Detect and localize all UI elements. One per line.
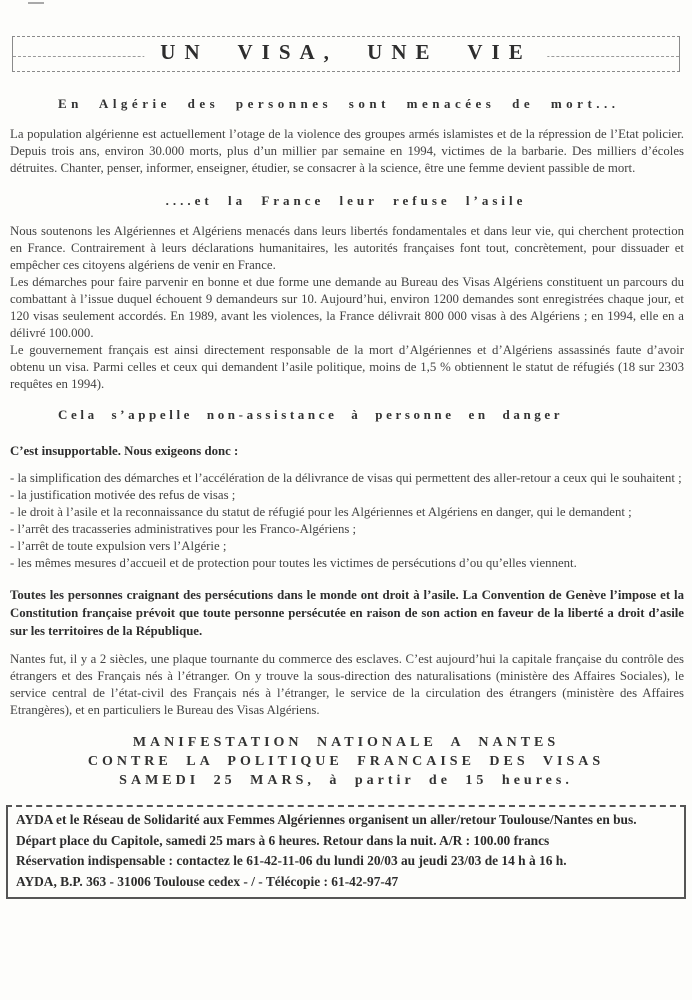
manifestation-announcement [0, 733, 692, 790]
heading-france-refuse-asile: ....et la France leur refuse l’asile [165, 193, 527, 208]
ayda-info-box [6, 805, 686, 899]
block-demarches [0, 223, 692, 393]
demands-intro: C’est insupportable. Nous exigeons donc : [10, 444, 239, 458]
title-box [12, 36, 680, 72]
demand-item-expulsion: - l’arrêt de toute expulsion vers l’Algérie ; [10, 539, 227, 553]
page-title: UN VISA, UNE VIE [144, 40, 547, 65]
paragraph-gouvernement-responsable: Le gouvernement français est ainsi directement responsable de la mort d’Algériennes et d’Algériens assassinés faute d’avoir obtenu un visa. Parmi celles et ceux qui demandent l’asile politique, moins de 1,5 % obtiennent le statut de réfugiés (18 sur 2303 requêtes en 1994). [10, 343, 684, 391]
demand-item-simplification: - la simplification des démarches et l’accélération de la délivrance de visas qui permettent des aller-retour a ceux qui le souhaitent ; [10, 471, 682, 485]
paragraph-nous-soutenons: Nous soutenons les Algériennes et Algériens menacés dans leurs libertés fondamentales et dans leur vie, qui cherchent protection en France. Contrairement à leurs déclarations humanitaires, les autorités françaises font tout, concrètement, pour dissuader et empêcher ces citoyens algériens de venir en France. [10, 224, 684, 272]
ayda-address-line: AYDA, B.P. 363 - 31006 Toulouse cedex - / - Télécopie : 61-42-97-47 [16, 873, 399, 889]
demand-item-mesures-accueil: - les mêmes mesures d’accueil et de protection pour toutes les victimes de persécutions d’ou qu’elles viennent. [10, 556, 577, 570]
paragraph-nantes: Nantes fut, il y a 2 siècles, une plaque tournante du commerce des esclaves. C’est aujourd’hui la capitale française du contrôle des étrangers et des Français nés à l’étranger. On y trouve la sous-direction des naturalisations (ministère des Affaires Sociales), le service central de l’état-civil des Français nés à l’étranger, le service de la circulation des étrangers (ministère des Affaires Etrangères), et en particuliers le Bureau des Visas Algériens. [10, 652, 684, 717]
demands-list [0, 470, 692, 572]
paragraph-demarches-visas: Les démarches pour faire parvenir en bonne et due forme une demande au Bureau des Visas Algériens constituent un parcours du combattant à l’issue duquel échouent 9 demandeurs sur 10. Aujourd’hui, environ 1200 demandes sont enregistrées chaque jour, et 120 visas seulement accordés. En 1989, avant les violences, la France délivrait 800 000 visas à des Algériens ; en 1994, elle en a délivré 100.000. [10, 275, 684, 340]
announcement-line-1: MANIFESTATION NATIONALE A NANTES [132, 735, 560, 750]
heading-non-assistance: Cela s’appelle non-assistance à personne en danger [58, 407, 564, 422]
paragraph-population-algerienne: La population algérienne est actuellement l’otage de la violence des groupes armés islamistes et de la répression de l’Etat policier. Depuis trois ans, environ 30.000 morts, plus d’un millier par semaine en 1994, victimes de la barbarie. Des milliers d’écoles détruites. Chanter, penser, informer, enseigner, étudier, se consacrer à la science, être une femme devient passible de mort. [10, 127, 684, 175]
demand-item-tracasseries: - l’arrêt des tracasseries administratives pour les Franco-Algériens ; [10, 522, 357, 536]
ayda-reservation-line: Réservation indispensable : contactez le 61-42-11-06 du lundi 20/03 au jeudi 23/03 de 14 h à 16 h. [16, 853, 567, 868]
ayda-bus-line: AYDA et le Réseau de Solidarité aux Femmes Algériennes organisent un aller/retour Toulouse/Nantes en bus. [16, 812, 637, 827]
scan-artifact-mark [28, 2, 44, 4]
announcement-line-3: SAMEDI 25 MARS, à partir de 15 heures. [119, 773, 573, 788]
announcement-line-2: CONTRE LA POLITIQUE FRANCAISE DES VISAS [87, 754, 605, 769]
heading-menace-de-mort: En Algérie des personnes sont menacées de mort... [58, 96, 620, 111]
demand-item-droit-asile: - le droit à l’asile et la reconnaissance du statut de réfugié pour les Algériennes et Algériens en danger, qui le demandent ; [10, 505, 632, 519]
ayda-depart-line: Départ place du Capitole, samedi 25 mars à 6 heures. Retour dans la nuit. A/R : 100.00 francs [16, 832, 550, 848]
paragraph-convention-geneve: Toutes les personnes craignant des persécutions dans le monde ont droit à l’asile. La Convention de Genève l’impose et la Constitution française prévoit que toute personne persécutée en raison de son action en faveur de la liberté a droit d’asile sur les territoires de la République. [10, 588, 684, 638]
demand-item-justification: - la justification motivée des refus de visas ; [10, 488, 236, 502]
